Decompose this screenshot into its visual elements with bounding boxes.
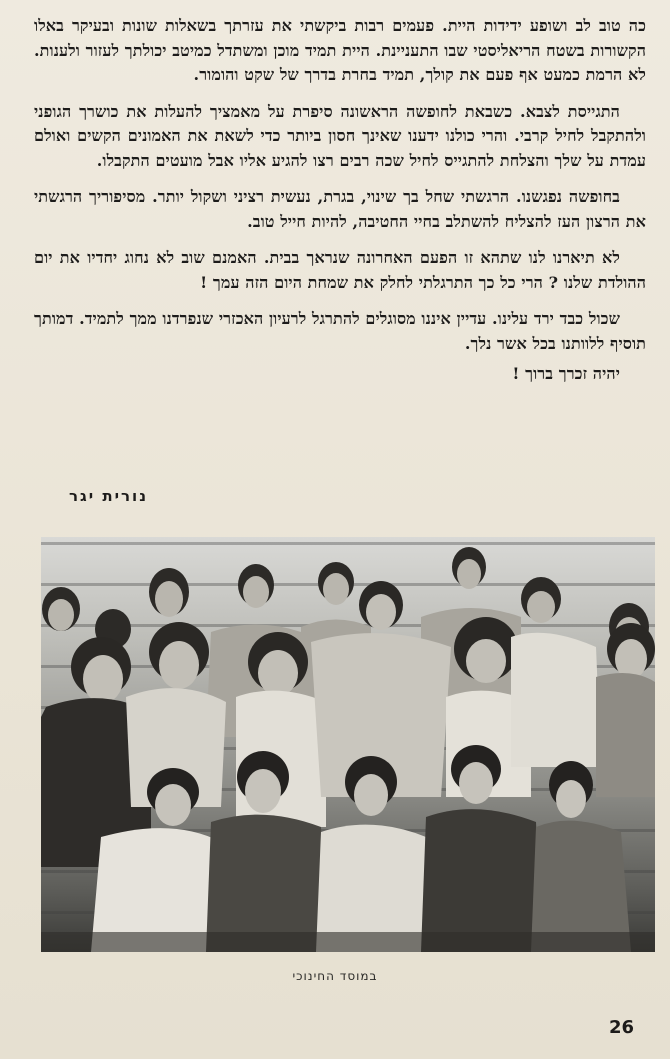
article-closing-line: יהיה זכרך ברוך ! [512,364,620,383]
memorial-article [34,14,646,387]
article-paragraph: בחופשה נפגשנו. הרגשתי שחל בך שינוי, בגרת, נעשית רציני ושקול יותר. מסיפוריך הרגשתי את הרצון העז להצליח להשתלב בחיי החטיבה, להיות חייל טוב. [34,187,646,231]
article-paragraph: שכול כבד ירד עלינו. עדיין איננו מסוגלים להתרגל לרעיון האכזרי שנפרדנו ממך לתמיד. דמותך תוסיף ללוותנו בכל אשר נלך. [34,309,646,353]
article-paragraph: לא תיארנו לנו שתהא זו הפעם האחרונה שנראך בבית. האמנם שוב לא נחוג יחדיו את יום ההולדת שלנו ? הרי כל כך התרגלתי לחלק את שמחת היום הזה עמך ! [34,248,646,292]
page-number: 26 [608,1017,634,1038]
article-paragraph: התגייסת לצבא. כשבאת לחופשה הראשונה סיפרת על מאמציך להעלות את כושרך הגופני ולהתקבל לחיל קרבי. והרי כולנו ידענו שאינך חסון ביותר כדי לשאת את האמונים הקשים ואולם עמדת על שלך והצלחת להתגייס לחיל שכה רבים רצו להגיע אליו אבל מועטים התקבלו. [34,101,646,170]
group-photo-illustration [41,537,655,952]
article-paragraph: כה טוב לב ושופע ידידות היית. פעמים רבות ביקשתי את עזרתך בשאלות שונות ובעיקר באלו הקשורות בשטח הריאליסטי שבו התעניינת. היית תמיד מוכן ומשתדל כמיטב יכולתך לעזור ולענות. לא הרמת כמעט אף פעם את קולך, תמיד בחרת בדרך של שקט והומור. [34,16,646,84]
author-signature: נורית יגר [68,487,148,505]
photo-caption: במוסד החינוכי [292,969,378,983]
group-photograph [41,537,655,952]
